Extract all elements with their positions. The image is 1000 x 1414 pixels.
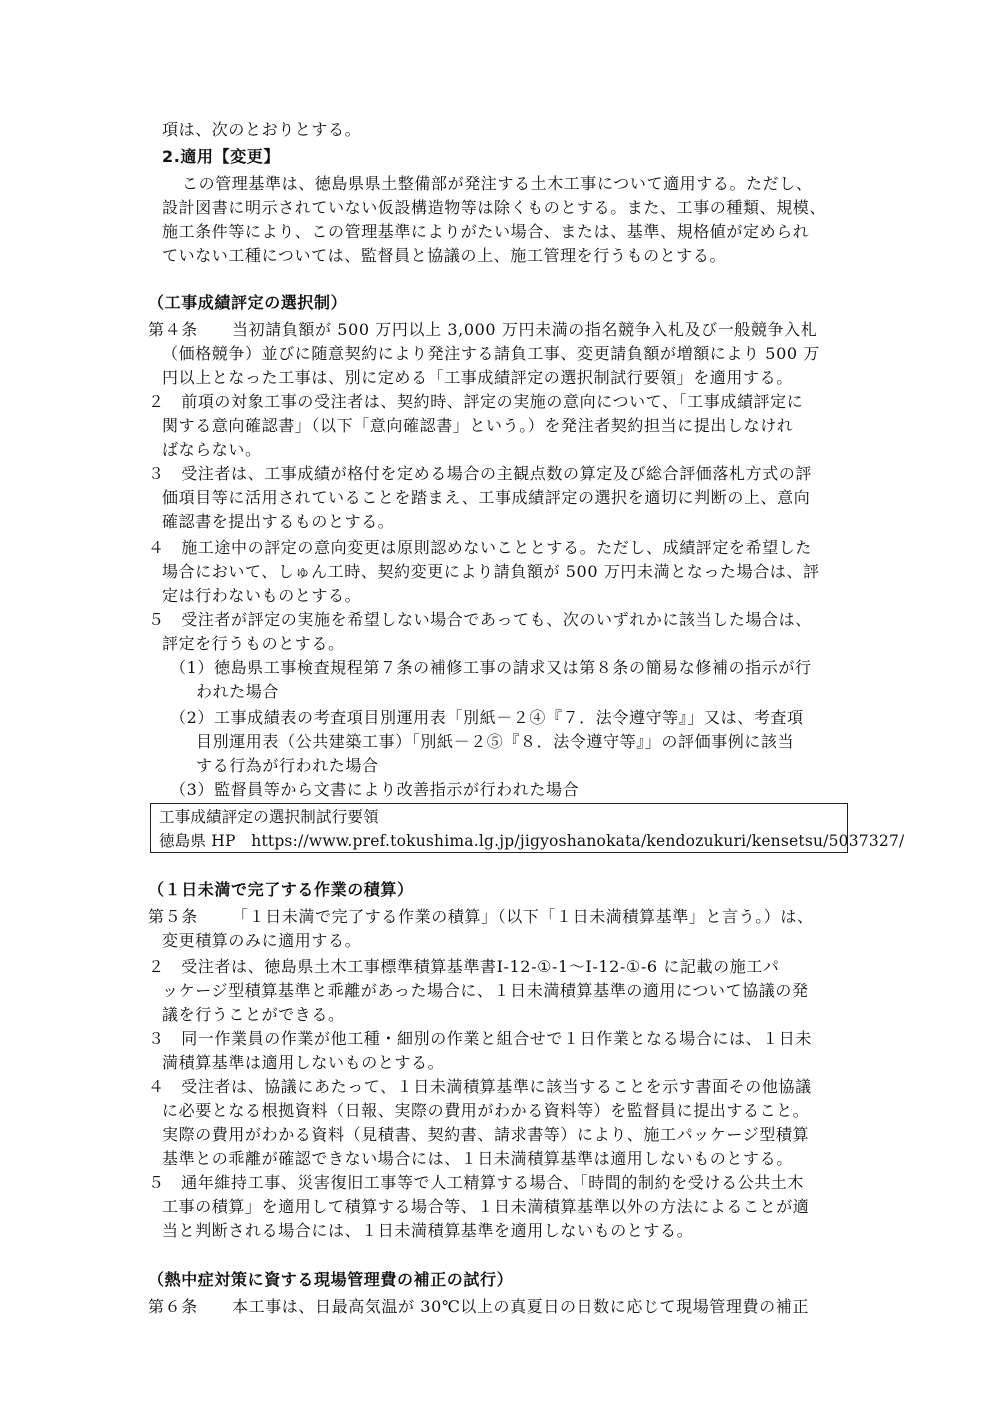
list-item-continuation: する行為が行われた場合 <box>196 756 379 775</box>
paragraph-line: 評定を行うものとする。 <box>162 634 345 653</box>
paragraph-line: 円以上となった工事は、別に定める「工事成績評定の選択制試行要領」を適用する。 <box>162 368 793 387</box>
article-6-title: （熱中症対策に資する現場管理費の補正の試行） <box>148 1270 514 1289</box>
paragraph-line: ５ 通年維持工事、災害復旧工事等で人工精算する場合、「時間的制約を受ける公共土木 <box>148 1173 805 1192</box>
paragraph-line: ッケージ型積算基準と乖離があった場合に、１日未満積算基準の適用について協議の発 <box>162 981 809 1000</box>
paragraph-line: ばならない。 <box>162 440 262 459</box>
paragraph-line: ４ 施工途中の評定の意向変更は原則認めないこととする。ただし、成績評定を希望した <box>148 538 813 557</box>
paragraph-line: ２ 受注者は、徳島県土木工事標準積算基準書Ⅰ-12-①-1～Ⅰ-12-①-6 に記載の施工パ <box>148 957 780 976</box>
list-item-continuation: 目別運用表（公共建築工事）「別紙－２⑤『８．法令遵守等』」の評価事例に該当 <box>196 732 795 751</box>
paragraph-line: 関する意向確認書」（以下「意向確認書」という。）を発注者契約担当に提出しなけれ <box>162 416 794 435</box>
paragraph-line: 満積算基準は適用しないものとする。 <box>162 1053 445 1072</box>
paragraph-line: ５ 受注者が評定の実施を希望しない場合であっても、次のいずれかに該当した場合は、 <box>148 610 812 629</box>
article-4-title: （工事成績評定の選択制） <box>148 293 348 312</box>
paragraph-line: 当と判断される場合には、１日未満積算基準を適用しないものとする。 <box>162 1221 694 1240</box>
paragraph-line: ４ 受注者は、協議にあたって、１日未満積算基準に該当することを示す書面その他協議 <box>148 1077 812 1096</box>
article-5-title: （１日未満で完了する作業の積算） <box>148 880 414 899</box>
paragraph-line: 設計図書に明示されていない仮設構造物等は除くものとする。また、工事の種類、規模、 <box>162 198 827 217</box>
paragraph-line: 場合において、しゅん工時、契約変更により請負額が 500 万円未満となった場合は、評 <box>162 562 820 581</box>
article-4-label: 第４条 <box>148 320 198 339</box>
paragraph-line: この管理基準は、徳島県県土整備部が発注する土木工事について適用する。ただし、 <box>182 174 813 193</box>
paragraph-line: 変更積算のみに適用する。 <box>162 931 362 950</box>
paragraph-line: ３ 同一作業員の作業が他工種・細別の作業と組合せで１日作業となる場合には、１日未 <box>148 1029 813 1048</box>
list-item-continuation: われた場合 <box>196 682 280 701</box>
paragraph-line: 基準との乖離が確認できない場合には、１日未満積算基準は適用しないものとする。 <box>162 1149 793 1168</box>
paragraph-line: （価格競争）並びに随意契約により発注する請負工事、変更請負額が増額により 500 万 <box>162 344 820 363</box>
article-5-label: 第５条 <box>148 907 198 926</box>
reference-url[interactable]: 徳島県 HP https://www.pref.tokushima.lg.jp/jigyoshanokata/kendozukuri/kensetsu/5037327/ <box>159 832 905 850</box>
paragraph-line: に必要となる根拠資料（日報、実際の費用がわかる資料等）を監督員に提出すること。 <box>162 1101 810 1120</box>
list-item: （1）徳島県工事検査規程第７条の補修工事の請求又は第８条の簡易な修補の指示が行 <box>170 658 812 677</box>
article-6-label: 第６条 <box>148 1297 198 1316</box>
reference-box <box>150 803 905 853</box>
paragraph-line: 確認書を提出するものとする。 <box>162 512 395 531</box>
paragraph-line: 「１日未満で完了する作業の積算」（以下「１日未満積算基準」と言う。）は、 <box>232 907 814 926</box>
paragraph-line: 価項目等に活用されていることを踏まえ、工事成績評定の選択を適切に判断の上、意向 <box>162 488 811 507</box>
paragraph-line: 議を行うことができる。 <box>162 1005 345 1024</box>
paragraph-line: ２ 前項の対象工事の受注者は、契約時、評定の実施の意向について、「工事成績評定に <box>148 392 804 411</box>
lead-line: 項は、次のとおりとする。 <box>162 120 362 139</box>
section-heading-applicability: 2.適用【変更】 <box>162 147 281 166</box>
paragraph-line: ３ 受注者は、工事成績が格付を定める場合の主観点数の算定及び総合評価落札方式の評 <box>148 464 813 483</box>
paragraph-line: 工事の積算」を適用して積算する場合等、１日未満積算基準以外の方法によることが適 <box>162 1197 810 1216</box>
paragraph-line: 定は行わないものとする。 <box>162 586 362 605</box>
list-item: （3）監督員等から文書により改善指示が行われた場合 <box>170 780 580 799</box>
paragraph-line: 当初請負額が 500 万円以上 3,000 万円未満の指名競争入札及び一般競争入札 <box>232 320 818 339</box>
paragraph-line: ていない工種については、監督員と協議の上、施工管理を行うものとする。 <box>162 246 727 265</box>
paragraph-line: 本工事は、日最高気温が 30℃以上の真夏日の日数に応じて現場管理費の補正 <box>232 1297 809 1316</box>
reference-title: 工事成績評定の選択制試行要領 <box>159 808 379 826</box>
paragraph-line: 施工条件等により、この管理基準によりがたい場合、または、基準、規格値が定められ <box>162 222 810 241</box>
paragraph-line: 実際の費用がわかる資料（見積書、契約書、請求書等）により、施工パッケージ型積算 <box>162 1125 810 1144</box>
list-item: （2）工事成績表の考査項目別運用表「別紙－２④『７．法令遵守等』」又は、考査項 <box>170 708 804 727</box>
